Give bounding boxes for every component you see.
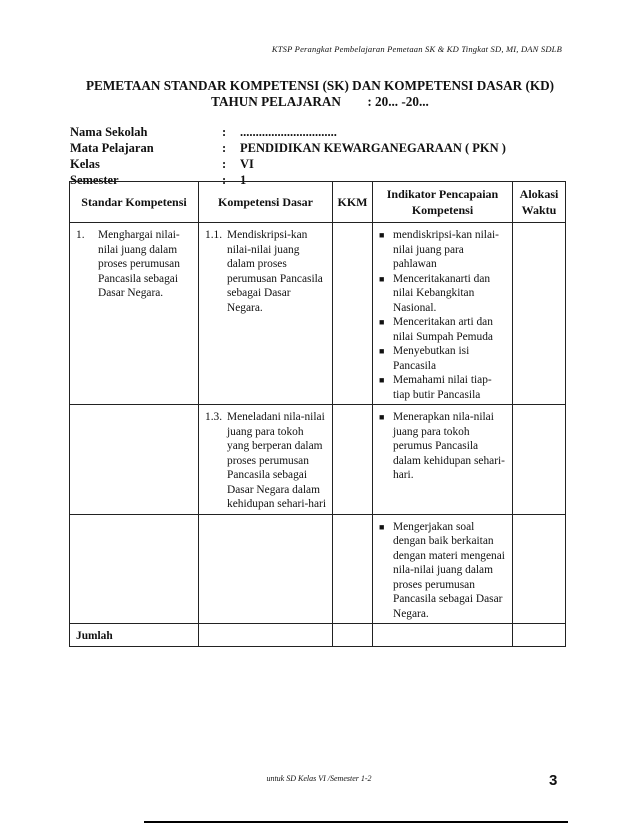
page-footer: untuk SD Kelas VI /Semester 1-2 — [266, 774, 372, 783]
cell-kompetensi-dasar — [199, 514, 333, 624]
bottom-rule — [144, 821, 568, 823]
table-total-row — [70, 624, 566, 647]
cell-kkm — [333, 514, 373, 624]
cell-kompetensi-dasar — [199, 405, 333, 515]
page-title — [70, 78, 570, 110]
header-kkm: KKM — [333, 182, 373, 223]
square-bullet-icon: ■ — [379, 346, 385, 356]
list-item: ■ Menceritakanarti dan nilai Kebangkitan Nasional. — [379, 272, 491, 314]
cell-alokasi-waktu — [513, 223, 566, 405]
info-label: Nama Sekolah — [70, 125, 148, 139]
list-item: ■ Menyebutkan isi Pancasila — [379, 345, 470, 372]
info-value: PENDIDIKAN KEWARGANEGARAAN ( PKN ) — [240, 141, 506, 155]
kd-number: 1.1. — [205, 229, 223, 241]
info-row-school — [70, 124, 570, 140]
info-row-subject — [70, 140, 570, 156]
info-label: Semester — [70, 173, 119, 187]
header-alokasi-waktu: Alokasi Waktu — [513, 182, 566, 223]
info-separator: : — [222, 173, 227, 187]
running-header: KTSP Perangkat Pembelajaran Pemetaan SK & KD Tingkat SD, MI, DAN SDLB — [271, 44, 562, 54]
cell-alokasi-waktu — [513, 514, 566, 624]
list-item: ■ mendiskripsi-kan nilai-nilai juang para pahlawan — [379, 229, 499, 270]
kd-number: 1.3. — [205, 411, 223, 423]
cell-kkm — [333, 624, 373, 647]
info-separator: : — [222, 141, 227, 155]
title-line-1: PEMETAAN STANDAR KOMPETENSI (SK) DAN KOMPETENSI DASAR (KD) — [85, 78, 555, 93]
info-label: Kelas — [70, 157, 100, 171]
square-bullet-icon: ■ — [379, 375, 385, 385]
cell-kompetensi-dasar — [199, 624, 333, 647]
header-standar-kompetensi: Standar Kompetensi — [70, 182, 199, 223]
cell-alokasi-waktu — [513, 405, 566, 515]
cell-indikator — [373, 405, 513, 515]
info-separator: : — [222, 157, 227, 171]
title-line-2: TAHUN PELAJARAN : 20... -20... — [211, 94, 429, 109]
square-bullet-icon: ■ — [379, 273, 385, 284]
total-label: Jumlah — [70, 624, 199, 647]
kd-text: Mendiskripsi-kan nilai-nilai juang dalam proses perumusan Pancasila sebagai Dasar Negara. — [227, 229, 323, 314]
cell-kompetensi-dasar — [199, 223, 333, 405]
sk-text: Menghargai nilai-nilai juang dalam proses perumusan Pancasila sebagai Dasar Negara. — [98, 229, 180, 299]
cell-indikator — [373, 624, 513, 647]
table-row — [70, 405, 566, 515]
cell-kkm — [333, 405, 373, 515]
cell-standar-kompetensi — [70, 405, 199, 515]
mapping-table — [69, 181, 566, 647]
table-row — [70, 223, 566, 405]
square-bullet-icon: ■ — [379, 521, 385, 532]
info-value: ............................... — [240, 125, 337, 139]
table-header-row — [70, 182, 566, 223]
info-value: 1 — [240, 173, 247, 187]
info-separator: : — [222, 125, 227, 139]
page-number: 3 — [549, 772, 558, 789]
header-indikator: Indikator Pencapaian Kompetensi — [373, 182, 513, 223]
list-item: ■ Memahami nilai tiap-tiap butir Pancasila — [379, 374, 492, 401]
cell-indikator — [373, 223, 513, 405]
cell-kkm — [333, 223, 373, 405]
square-bullet-icon: ■ — [379, 230, 385, 240]
table-row — [70, 514, 566, 624]
info-row-class — [70, 156, 570, 172]
school-info-block — [70, 124, 570, 188]
info-label: Mata Pelajaran — [70, 141, 154, 155]
sk-number: 1. — [76, 229, 85, 241]
cell-standar-kompetensi — [70, 223, 199, 405]
info-value: VI — [240, 157, 254, 171]
cell-alokasi-waktu — [513, 624, 566, 647]
cell-indikator — [373, 514, 513, 624]
cell-standar-kompetensi — [70, 514, 199, 624]
square-bullet-icon: ■ — [379, 412, 385, 422]
kd-text: Meneladani nila-nilai juang para tokoh yang berperan dalam proses perumusan Pancasila sebagai Dasar Negara dalam kehidupan sehari-hari — [227, 411, 326, 510]
list-item: ■ Menceritakan arti dan nilai Sumpah Pemuda — [379, 316, 493, 343]
list-item: ■ Menerapkan nila-nilai juang para tokoh perumus Pancasila dalam kehidupan sehari-hari. — [379, 411, 505, 481]
square-bullet-icon: ■ — [379, 317, 385, 327]
list-item: ■ Mengerjakan soal dengan baik berkaitan dengan materi mengenai nila-nilai juang dalam proses perumusan Pancasila sebagai Dasar Negara. — [379, 520, 505, 620]
header-kompetensi-dasar: Kompetensi Dasar — [199, 182, 333, 223]
